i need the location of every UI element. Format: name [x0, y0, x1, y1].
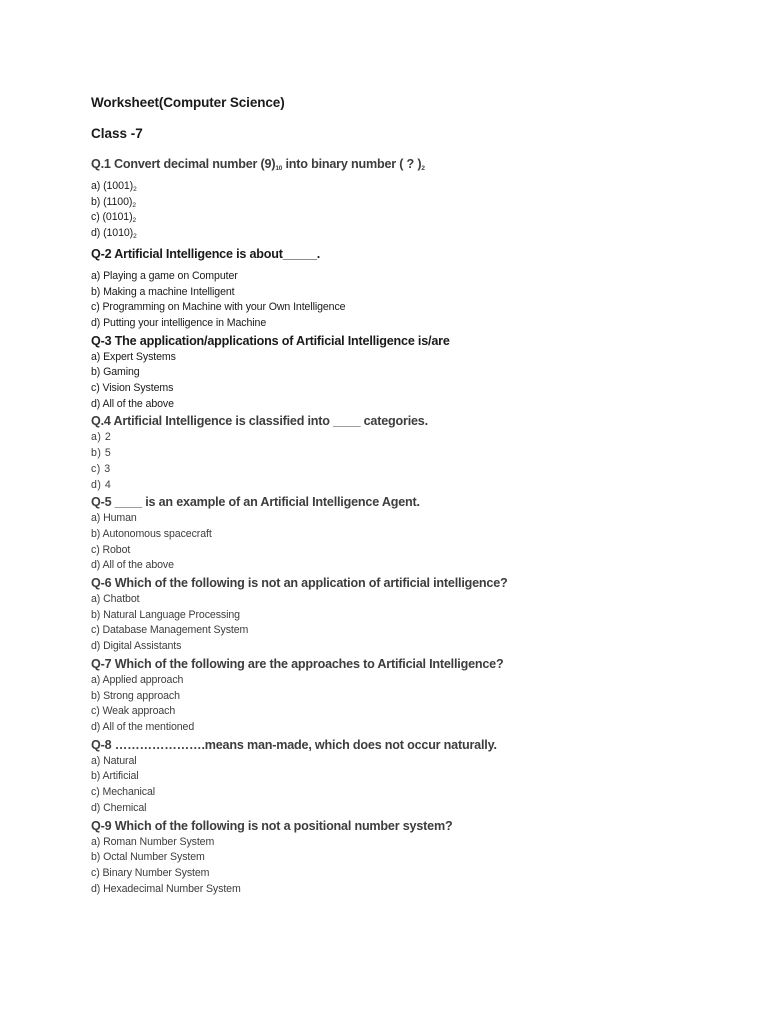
- option-c: c) Weak approach: [91, 705, 176, 718]
- option-c: c) 3: [91, 462, 111, 475]
- option-b: b) Natural Language Processing: [91, 608, 240, 621]
- option-c: c) Mechanical: [91, 786, 156, 799]
- question-3: Q-3 The application/applications of Artificial Intelligence is/are: [91, 333, 450, 348]
- option-a: a) Natural: [91, 754, 137, 767]
- question-9-options: [91, 835, 731, 898]
- question-8-options: [91, 754, 731, 817]
- option-a: a) Playing a game on Computer: [91, 269, 238, 282]
- option-c: c) Robot: [91, 543, 131, 556]
- option-b: b) Gaming: [91, 366, 140, 379]
- worksheet-page: [91, 94, 731, 897]
- option-d: d) Putting your intelligence in Machine: [91, 316, 267, 329]
- question-6-options: [91, 592, 731, 655]
- option-text: c) (0101): [91, 211, 133, 224]
- question-1-base-10: 10: [275, 165, 283, 172]
- question-4-options: [91, 430, 731, 493]
- worksheet-title: Worksheet(Computer Science): [91, 95, 285, 110]
- option-a: [91, 179, 731, 195]
- option-d: d) Hexadecimal Number System: [91, 882, 241, 895]
- option-b: b) 5: [91, 447, 112, 460]
- option-c: c) Programming on Machine with your Own Intelligence: [91, 301, 346, 314]
- question-2: Q-2 Artificial Intelligence is about_____.: [91, 246, 321, 261]
- question-1-mid: into binary number ( ? ): [282, 157, 422, 171]
- option-d: d) 4: [91, 478, 112, 491]
- question-5-options: [91, 511, 731, 574]
- option-d: d) Chemical: [91, 801, 147, 814]
- option-a: a) Chatbot: [91, 593, 140, 606]
- option-d: d) All of the above: [91, 559, 174, 572]
- question-6: Q-6 Which of the following is not an application of artificial intelligence?: [91, 576, 508, 591]
- question-7-options: [91, 673, 731, 736]
- question-9: Q-9 Which of the following is not a positional number system?: [91, 818, 453, 833]
- option-c: c) Binary Number System: [91, 866, 210, 879]
- question-7: Q-7 Which of the following are the approaches to Artificial Intelligence?: [91, 656, 504, 671]
- option-text: d) (1010): [91, 227, 134, 240]
- question-1: [91, 155, 731, 173]
- option-a: a) Human: [91, 512, 137, 525]
- option-c: [91, 210, 731, 226]
- option-a: a) Expert Systems: [91, 350, 176, 363]
- option-b: b) Strong approach: [91, 689, 180, 702]
- question-3-options: [91, 350, 731, 413]
- option-b: b) Making a machine Intelligent: [91, 285, 235, 298]
- option-a: a) Applied approach: [91, 673, 184, 686]
- option-c: c) Vision Systems: [91, 382, 174, 395]
- option-text: b) (1100): [91, 195, 133, 208]
- question-1-options: [91, 179, 731, 242]
- question-1-prefix: Q.1 Convert decimal number (9): [91, 157, 276, 171]
- option-a: a) 2: [91, 431, 112, 444]
- question-4: Q.4 Artificial Intelligence is classified into ____ categories.: [91, 414, 428, 429]
- question-1-base-2: 2: [421, 165, 425, 172]
- question-2-options: [91, 269, 731, 332]
- option-subscript: 2: [132, 217, 137, 225]
- option-b: [91, 195, 731, 211]
- option-b: b) Octal Number System: [91, 851, 205, 864]
- option-subscript: 2: [132, 201, 136, 209]
- class-label: Class -7: [91, 126, 143, 141]
- option-b: b) Artificial: [91, 770, 139, 783]
- option-a: a) Roman Number System: [91, 835, 215, 848]
- option-c: c) Database Management System: [91, 624, 249, 637]
- option-d: d) Digital Assistants: [91, 640, 182, 653]
- question-5: Q-5 ____ is an example of an Artificial Intelligence Agent.: [91, 495, 420, 510]
- option-d: [91, 226, 731, 242]
- option-subscript: 2: [133, 233, 137, 241]
- option-subscript: 2: [133, 186, 137, 193]
- option-text: a) (1001): [91, 180, 134, 192]
- option-d: d) All of the mentioned: [91, 720, 195, 733]
- option-b: b) Autonomous spacecraft: [91, 527, 212, 540]
- option-d: d) All of the above: [91, 397, 174, 410]
- question-8: Q-8 ………………….means man-made, which does not occur naturally.: [91, 737, 497, 752]
